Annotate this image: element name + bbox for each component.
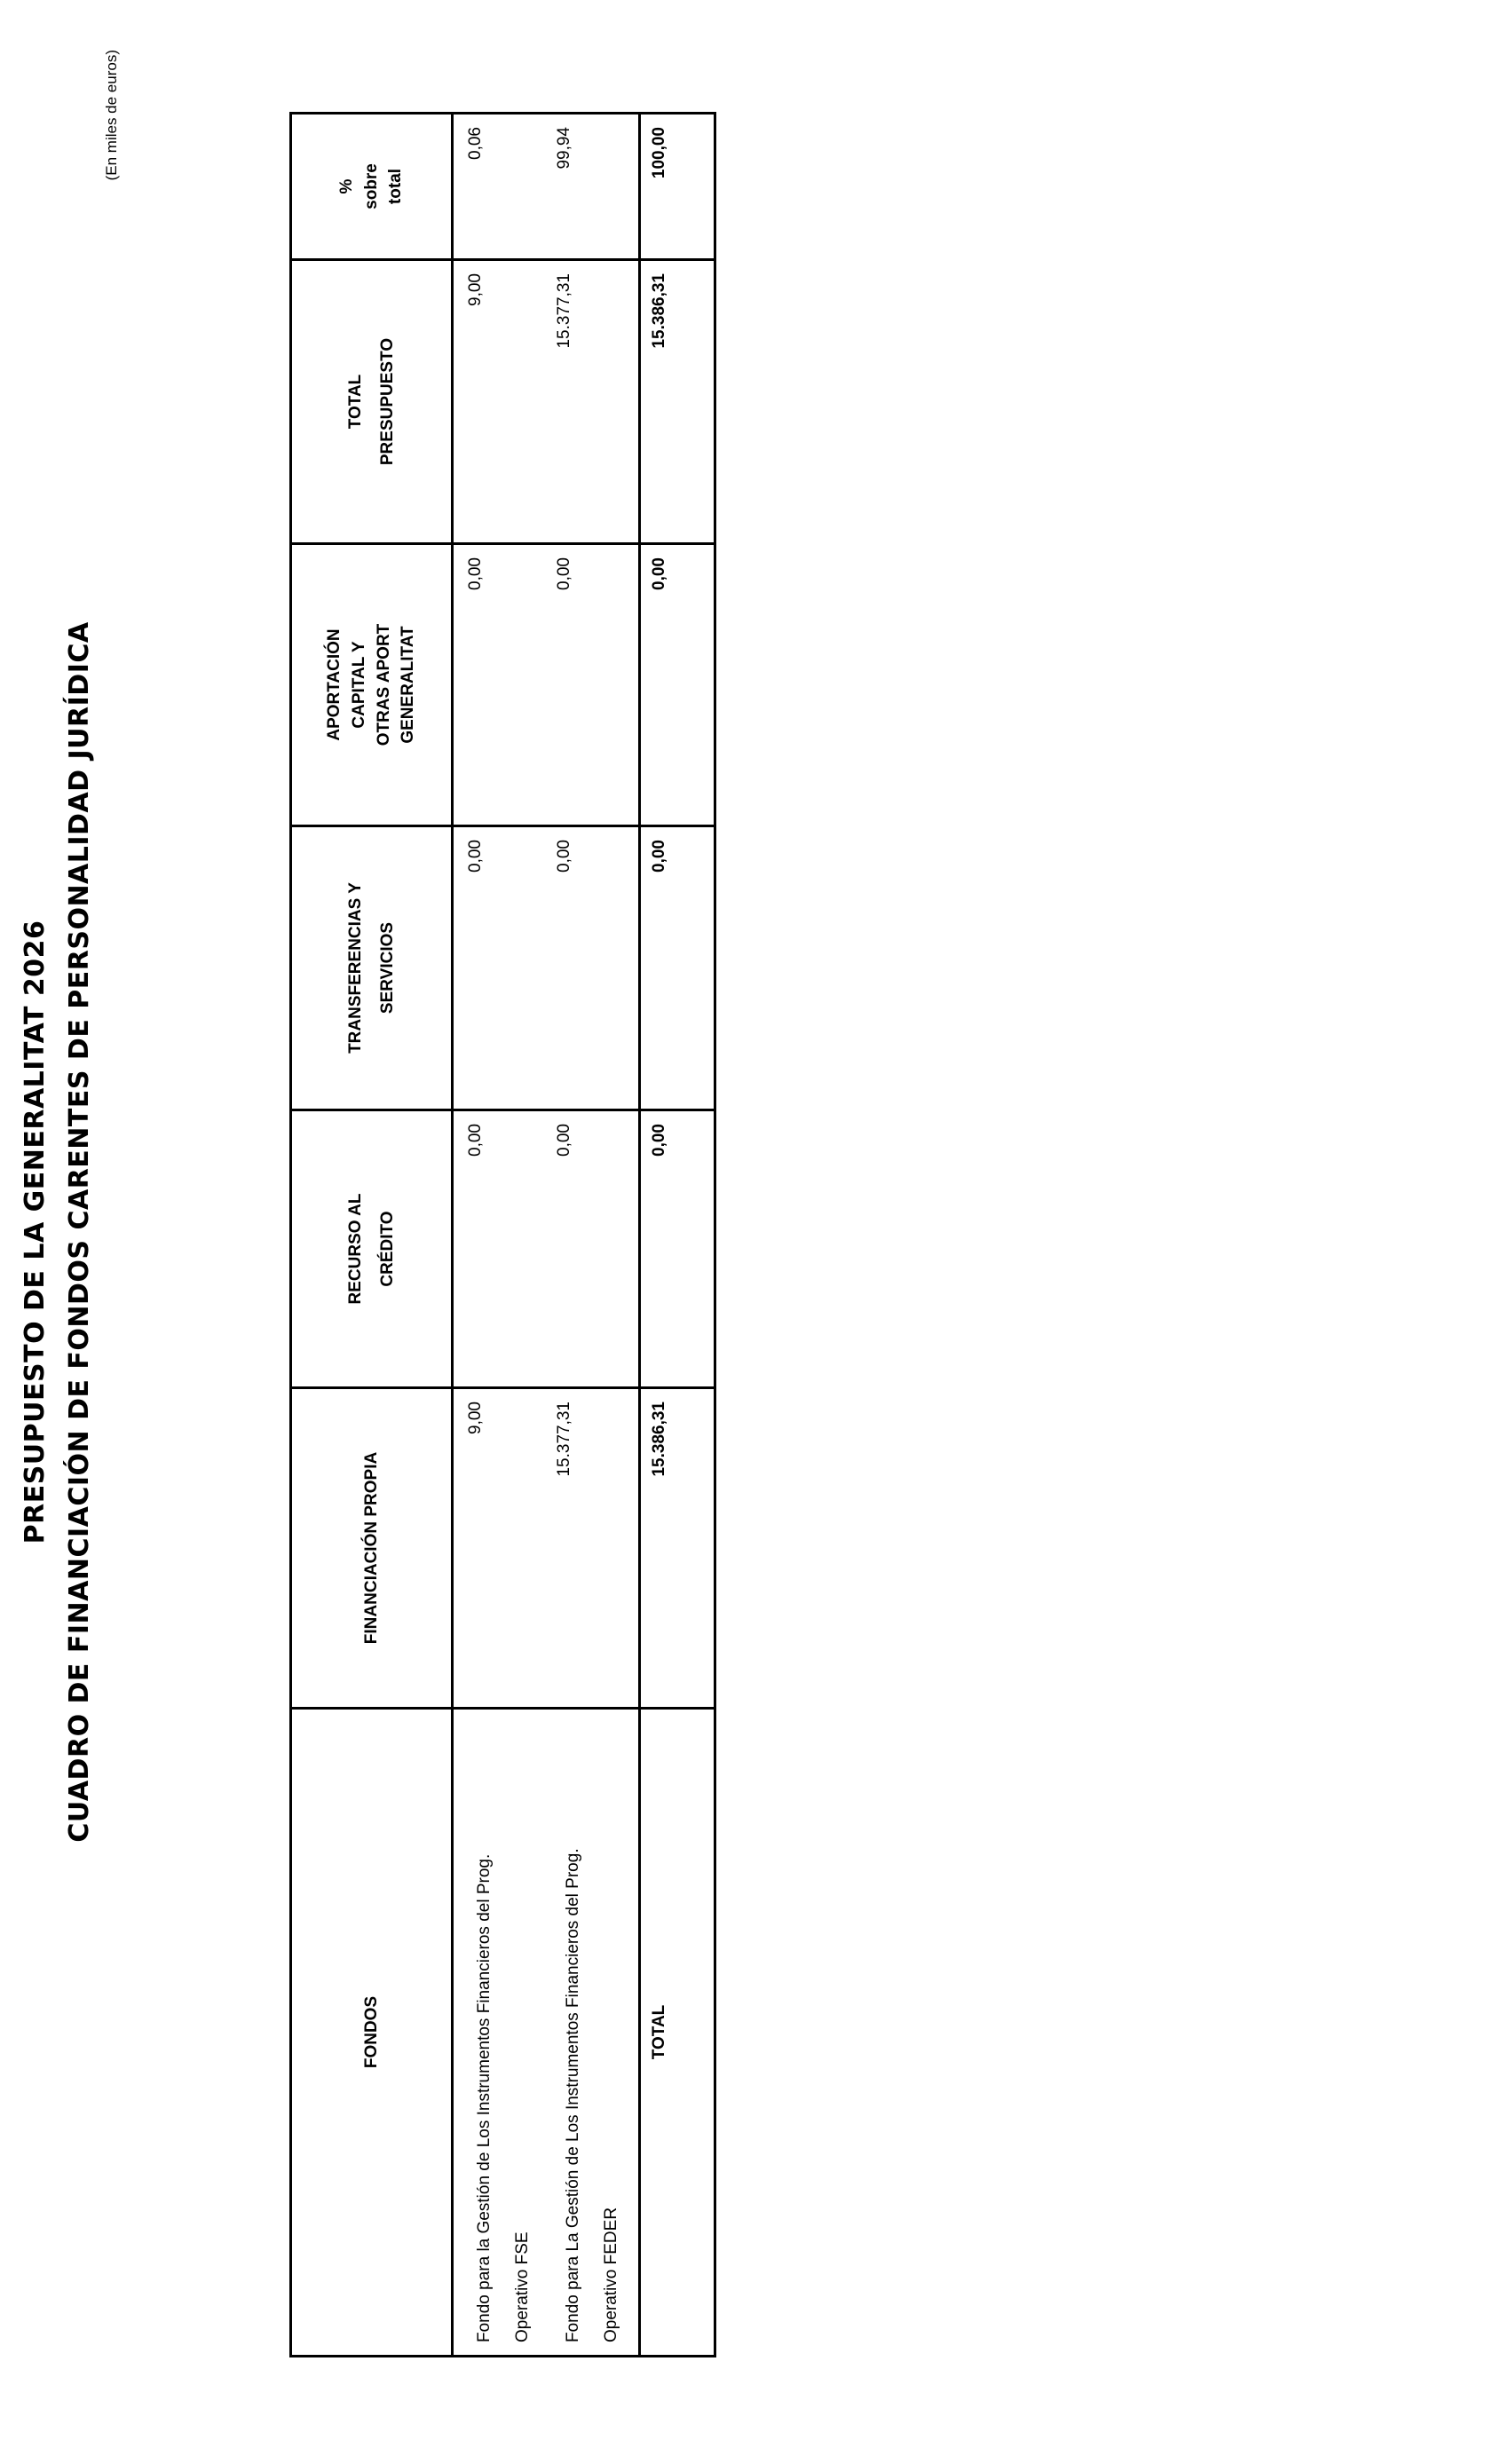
total-transferencias: 0,00 bbox=[640, 826, 715, 1110]
header-total-presupuesto: TOTAL PRESUPUESTO bbox=[291, 260, 453, 544]
recurso-credito-cell: 0,00 bbox=[542, 1110, 640, 1388]
transferencias-cell: 0,00 bbox=[453, 826, 543, 1110]
header-aportacion: APORTACIÓN CAPITAL Y OTRAS APORT GENERALITAT bbox=[291, 544, 453, 826]
table-row bbox=[542, 114, 640, 2357]
document-title: PRESUPUESTO DE LA GENERALITAT 2026 bbox=[20, 920, 51, 1544]
header-row bbox=[291, 114, 453, 2357]
total-porcentaje: 100,00 bbox=[640, 114, 715, 260]
total-label: TOTAL bbox=[640, 1709, 715, 2357]
financing-table bbox=[289, 112, 716, 2357]
document-subtitle: CUADRO DE FINANCIACIÓN DE FONDOS CARENTES DE PERSONALIDAD JURÍDICA bbox=[64, 621, 95, 1843]
header-porcentaje: % sobre total bbox=[291, 114, 453, 260]
transferencias-cell: 0,00 bbox=[542, 826, 640, 1110]
total-financiacion-propia: 15.386,31 bbox=[640, 1388, 715, 1709]
table-row bbox=[453, 114, 543, 2357]
header-fondos: FONDOS bbox=[291, 1709, 453, 2357]
aportacion-cell: 0,00 bbox=[453, 544, 543, 826]
financiacion-propia-cell: 9,00 bbox=[453, 1388, 543, 1709]
porcentaje-cell: 99,94 bbox=[542, 114, 640, 260]
fondo-name: Fondo para la Gestión de Los Instrumentos Financieros del Prog. Operativo FSE bbox=[453, 1709, 543, 2357]
total-aportacion: 0,00 bbox=[640, 544, 715, 826]
units-note: (En miles de euros) bbox=[103, 50, 120, 181]
total-presupuesto-cell: 9,00 bbox=[453, 260, 543, 544]
header-financiacion-propia: FINANCIACIÓN PROPIA bbox=[291, 1388, 453, 1709]
total-presupuesto-cell: 15.377,31 bbox=[542, 260, 640, 544]
financiacion-propia-cell: 15.377,31 bbox=[542, 1388, 640, 1709]
fondo-name: Fondo para La Gestión de Los Instrumentos Financieros del Prog. Operativo FEDER bbox=[542, 1709, 640, 2357]
header-transferencias: TRANSFERENCIAS Y SERVICIOS bbox=[291, 826, 453, 1110]
aportacion-cell: 0,00 bbox=[542, 544, 640, 826]
recurso-credito-cell: 0,00 bbox=[453, 1110, 543, 1388]
total-recurso-credito: 0,00 bbox=[640, 1110, 715, 1388]
header-recurso-credito: RECURSO AL CRÉDITO bbox=[291, 1110, 453, 1388]
porcentaje-cell: 0,06 bbox=[453, 114, 543, 260]
total-total-presupuesto: 15.386,31 bbox=[640, 260, 715, 544]
total-row bbox=[640, 114, 715, 2357]
